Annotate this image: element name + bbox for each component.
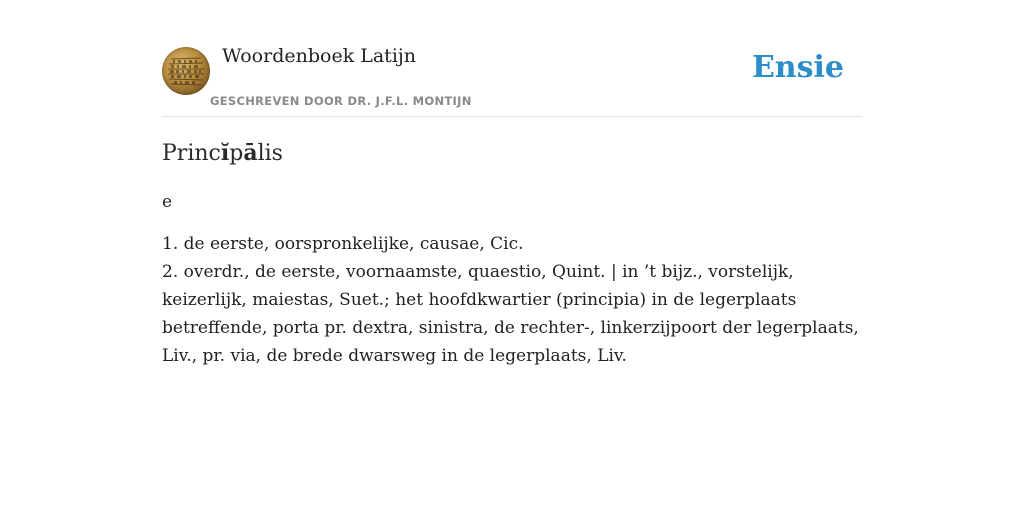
ensie-logo-link[interactable]: Ensie: [751, 50, 844, 85]
entry-suffix: e: [162, 192, 173, 212]
definition-line: betreffende, porta pr. dextra, sinistra, de rechter-, linkerzijpoort der legerplaats,: [162, 318, 859, 338]
headword-part: lis: [257, 141, 283, 166]
definition-line: keizerlijk, maiestas, Suet.; het hoofdkwartier (principia) in de legerplaats: [162, 290, 797, 310]
page-container: [162, 0, 862, 366]
headword-part: p: [229, 141, 244, 166]
dictionary-title[interactable]: Woordenboek Latijn: [222, 45, 417, 67]
coin-inscription-icon[interactable]: [162, 47, 210, 95]
headword-part: Princ: [162, 141, 221, 166]
definition-line: 2. overdr., de eerste, voornaamste, quaestio, Quint. | in ’t bijz., vorstelijk,: [162, 262, 794, 282]
definition-line: Liv., pr. via, de brede dwarsweg in de legerplaats, Liv.: [162, 346, 627, 366]
dictionary-header: [162, 0, 862, 117]
dictionary-entry: [162, 140, 862, 370]
definition-line: 1. de eerste, oorspronkelijke, causae, Cic.: [162, 234, 524, 254]
headword-part-short-vowel: ĭ: [220, 140, 230, 166]
entry-headword: [162, 140, 862, 166]
coin-inscription-graphic: [162, 47, 210, 95]
entry-definition: [162, 230, 862, 370]
author-byline: GESCHREVEN DOOR DR. J.F.L. MONTIJN: [210, 94, 472, 108]
headword-part-long-vowel: ā: [243, 140, 258, 166]
